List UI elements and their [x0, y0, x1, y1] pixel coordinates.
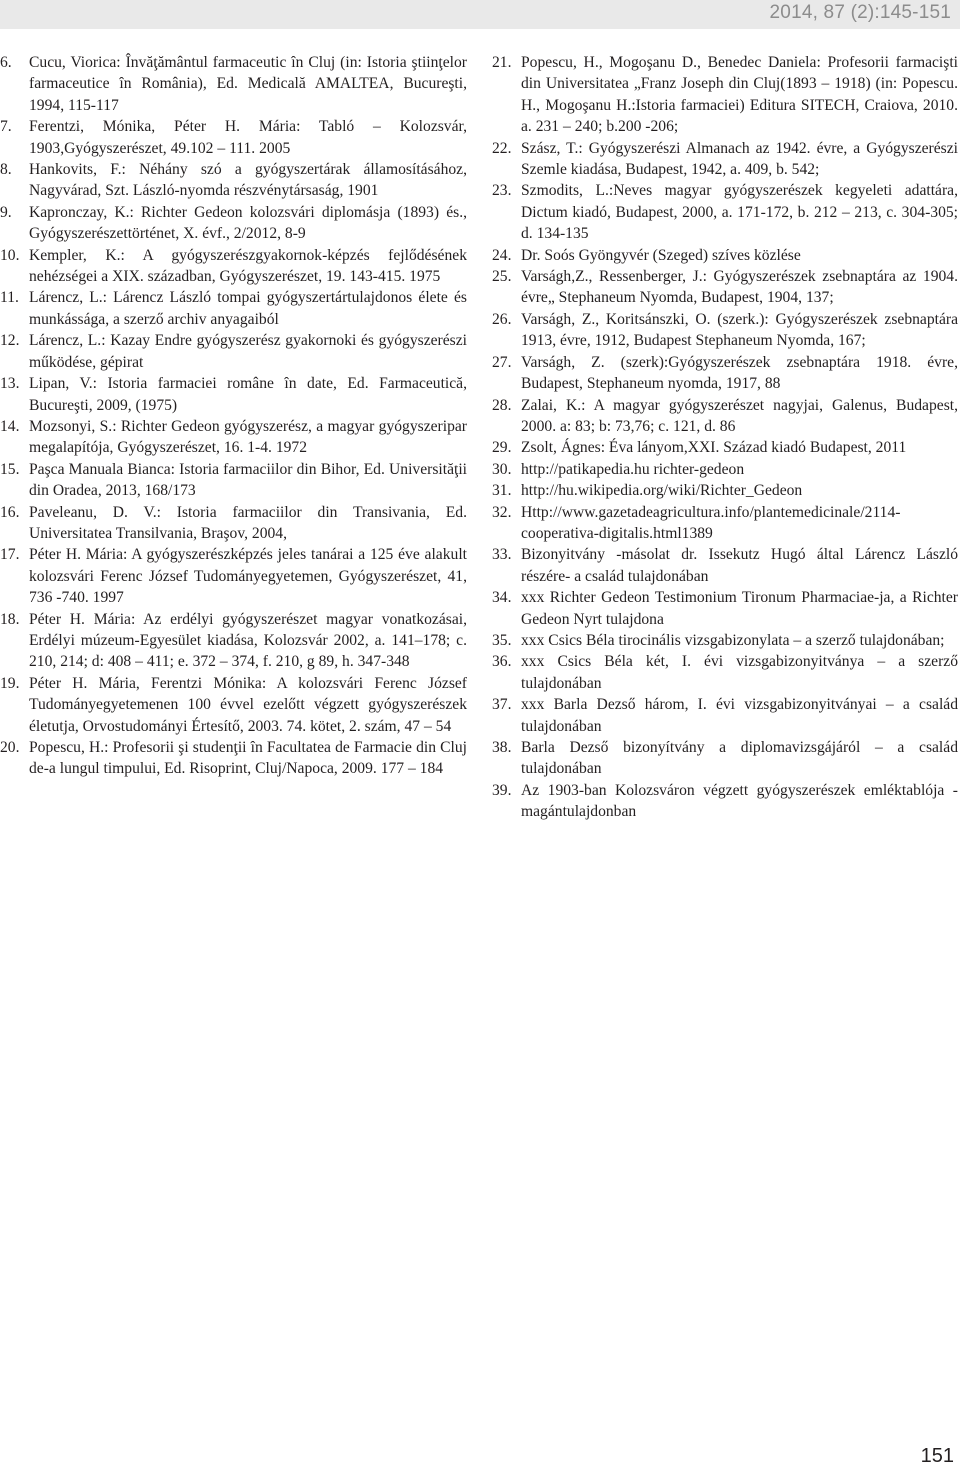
- reference-text: Ferentzi, Mónika, Péter H. Mária: Tabló – Kolozsvár, 1903,Gyógyszerészet, 49.102 – 111. 2005: [29, 118, 467, 157]
- reference-number: 37.: [492, 696, 512, 714]
- reference-item: [492, 544, 958, 587]
- reference-item: [0, 544, 467, 608]
- reference-number: 39.: [492, 781, 512, 799]
- reference-item: [492, 651, 958, 694]
- reference-text: Barla Dezső bizonyítvány a diplomavizsgájáról – a család tulajdonában: [521, 739, 958, 778]
- reference-item: [492, 480, 958, 501]
- reference-item: [492, 587, 958, 630]
- reference-item: [0, 502, 467, 545]
- reference-number: 14.: [0, 417, 20, 435]
- reference-text: Bizonyitvány -másolat dr. Issekutz Hugó által Lárencz László részére- a család tulajdonában: [521, 546, 958, 585]
- reference-number: 19.: [0, 674, 20, 692]
- reference-number: 9.: [0, 203, 12, 221]
- reference-item: [492, 630, 958, 651]
- reference-item: [0, 673, 467, 737]
- reference-number: 33.: [492, 546, 512, 564]
- reference-item: [0, 287, 467, 330]
- reference-number: 22.: [492, 139, 512, 157]
- references-right-column: [492, 52, 958, 823]
- reference-number: 12.: [0, 332, 20, 350]
- reference-text: Popescu, H., Mogoşanu D., Benedec Daniela: Profesorii farmacişti din Universitatea „Franz Joseph din Cluj(1893 – 1918) (in: Popescu. H., Mogoşanu H.:Istoria farmaciei) Editura SITECH, Craiova, 2010. a. 231 – 240; b.200 -206;: [521, 54, 958, 136]
- reference-text: Péter H. Mária: A gyógyszerészképzés jeles tanárai a 125 éve alakult kolozsvári Ferenc József Tudományegyetemen, Gyógyszerészet, 41, 736 -740. 1997: [29, 546, 467, 607]
- reference-text: Paşca Manuala Bianca: Istoria farmaciilor din Bihor, Ed. Universităţii din Oradea, 2013, 168/173: [29, 460, 467, 500]
- reference-text: Lipan, V.: Istoria farmaciei române în date, Ed. Farmaceutică, Bucureşti, 2009, (1975): [29, 375, 467, 414]
- reference-item: [492, 138, 958, 181]
- reference-item: [492, 780, 958, 823]
- reference-number: 32.: [492, 503, 512, 521]
- reference-number: 20.: [0, 739, 20, 756]
- reference-item: [492, 694, 958, 737]
- reference-item: [0, 373, 467, 416]
- reference-text: Kapronczay, K.: Richter Gedeon kolozsvári diplomásja (1893) és., Gyógyszerészettörténet, X. évf., 2/2012, 8-9: [29, 203, 467, 243]
- reference-text: Péter H. Mária, Ferentzi Mónika: A kolozsvári Ferenc József Tudományegyetemenen 100 évvel ezelőtt végzett gyógyszerészek életutja, Orvostudományi Értesítő, 2003. 74. kötet, 2. szám, 47 – 54: [29, 674, 467, 735]
- reference-item: [492, 459, 958, 480]
- references-left-column: [0, 52, 467, 780]
- reference-number: 24.: [492, 246, 512, 264]
- reference-item: [0, 459, 467, 502]
- reference-text: http://hu.wikipedia.org/wiki/Richter_Gedeon: [521, 482, 803, 500]
- reference-text: Cucu, Viorica: Învăţământul farmaceutic în Cluj (in: Istoria ştiinţelor farmaceutice în România), Ed. Medicală AMALTEA, Bucureşti, 1994, 115-117: [29, 54, 467, 114]
- reference-item: [492, 395, 958, 438]
- reference-text: Popescu, H.: Profesorii şi studenţii în Facultatea de Farmacie din Cluj de-a lungul timpului, Ed. Risoprint, Cluj/Napoca, 2009. 177 – 184: [29, 739, 467, 778]
- reference-item: [492, 502, 958, 545]
- reference-item: [492, 737, 958, 780]
- reference-item: [492, 245, 958, 266]
- reference-text: Zalai, K.: A magyar gyógyszerészet nagyjai, Galenus, Budapest, 2000. a: 83; b: 73,76; c. 121, d. 86: [521, 396, 958, 435]
- reference-item: [0, 159, 467, 202]
- reference-item: [492, 437, 958, 458]
- reference-text: Péter H. Mária: Az erdélyi gyógyszerészet magyar vonatkozásai, Erdélyi múzeum-Egyesület kiadása, Kolozsvár 2002, a. 141–178; c. 210, 214; d: 408 – 411; e. 372 – 374, f. 210, g 89, h. 347-348: [29, 610, 467, 671]
- reference-text: Varságh,Z., Ressenberger, J.: Gyógyszerészek zsebnaptára az 1904. évre„ Stephaneum Nyomda, Budapest, 1904, 137;: [521, 268, 958, 307]
- reference-text: Lárencz, L.: Kazay Endre gyógyszerész gyakornoki és gyógyszerészi működése, gépirat: [29, 332, 467, 371]
- reference-text: xxx Barla Dezső három, I. évi vizsgabizonyitványai – a család tulajdonában: [521, 696, 958, 735]
- reference-text: Mozsonyi, S.: Richter Gedeon gyógyszerész, a magyar gyógyszeripar megalapítója, Gyógyszerészet, 16. 1-4. 1972: [29, 417, 467, 457]
- reference-number: 23.: [492, 182, 512, 200]
- reference-number: 29.: [492, 439, 512, 457]
- reference-text: Az 1903-ban Kolozsváron végzett gyógyszerészek emléktablója - magántulajdonban: [521, 781, 958, 821]
- reference-number: 26.: [492, 310, 512, 328]
- reference-number: 36.: [492, 653, 512, 671]
- reference-item: [492, 52, 958, 138]
- reference-number: 8.: [0, 161, 12, 179]
- reference-number: 10.: [0, 246, 20, 264]
- reference-number: 13.: [0, 375, 20, 393]
- reference-item: [0, 116, 467, 159]
- reference-text: Szász, T.: Gyógyszerészi Almanach az 1942. évre, a Gyógyszerészi Szemle kiadása, Budapest, 1942, a. 409, b. 542;: [521, 139, 958, 179]
- reference-number: 21.: [492, 54, 512, 71]
- reference-item: [492, 266, 958, 309]
- reference-text: Zsolt, Ágnes: Éva lányom,XXI. Század kiadó Budapest, 2011: [521, 439, 907, 457]
- reference-number: 31.: [492, 482, 512, 500]
- reference-item: [0, 245, 467, 288]
- reference-item: [0, 202, 467, 245]
- reference-number: 17.: [0, 546, 20, 564]
- reference-text: Varságh, Z., Koritsánszki, O. (szerk.): Gyógyszerészek zsebnaptára 1913, évre, 1912, Budapest Stephaneum Nyomda, 167;: [521, 310, 958, 350]
- reference-text: xxx Csics Béla tirocinális vizsgabizonylata – a szerző tulajdonában;: [521, 631, 945, 649]
- reference-number: 38.: [492, 739, 512, 756]
- reference-text: Http://www.gazetadeagricultura.info/plantemedicinale/2114-cooperativa-digitalis.html1389: [521, 503, 901, 542]
- reference-number: 11.: [0, 289, 19, 307]
- journal-reference: 2014, 87 (2):145-151: [769, 2, 951, 23]
- reference-text: http://patikapedia.hu richter-gedeon: [521, 460, 745, 478]
- reference-item: [0, 737, 467, 780]
- reference-text: Paveleanu, D. V.: Istoria farmaciilor din Transivania, Ed. Universitatea Transilvania, Braşov, 2004,: [29, 503, 467, 542]
- reference-item: [492, 352, 958, 395]
- reference-item: [0, 609, 467, 673]
- reference-number: 15.: [0, 460, 20, 478]
- reference-number: 25.: [492, 268, 512, 286]
- journal-header-bar: [0, 0, 960, 29]
- reference-item: [0, 330, 467, 373]
- reference-item: [492, 180, 958, 244]
- page-number: 151: [920, 1445, 954, 1467]
- reference-number: 16.: [0, 503, 20, 521]
- reference-number: 35.: [492, 631, 512, 649]
- reference-item: [0, 416, 467, 459]
- reference-text: xxx Richter Gedeon Testimonium Tironum Pharmaciae-ja, a Richter Gedeon Nyrt tulajdona: [521, 589, 958, 628]
- reference-item: [492, 309, 958, 352]
- reference-text: Szmodits, L.:Neves magyar gyógyszerészek kegyeleti adattára, Dictum kiadó, Budapest, 2000, a. 171-172, b. 212 – 213, c. 304-305; d. 134-135: [521, 182, 958, 243]
- reference-number: 27.: [492, 353, 512, 371]
- reference-number: 34.: [492, 589, 512, 607]
- reference-number: 28.: [492, 396, 512, 414]
- reference-text: Varságh, Z. (szerk):Gyógyszerészek zsebnaptára 1918. évre, Budapest, Stephaneum nyomda, 1917, 88: [521, 353, 958, 393]
- reference-number: 30.: [492, 460, 512, 478]
- reference-text: Lárencz, L.: Lárencz László tompai gyógyszertártulajdonos élete és munkássága, a szerző archiv anyagaiból: [29, 289, 467, 328]
- reference-text: Kempler, K.: A gyógyszerészgyakornok-képzés fejlődésének nehézségei a XIX. században, Gyógyszerészet, 19. 143-415. 1975: [29, 246, 467, 286]
- reference-text: xxx Csics Béla két, I. évi vizsgabizonyitványa – a szerző tulajdonában: [521, 653, 958, 692]
- reference-number: 6.: [0, 54, 12, 71]
- reference-item: [0, 52, 467, 116]
- reference-text: Hankovits, F.: Néhány szó a gyógyszertárak államosításához, Nagyvárad, Szt. László-nyomda részvénytársaság, 1901: [29, 161, 467, 200]
- reference-number: 7.: [0, 118, 12, 136]
- reference-number: 18.: [0, 610, 20, 628]
- reference-text: Dr. Soós Gyöngyvér (Szeged) szíves közlése: [521, 246, 801, 264]
